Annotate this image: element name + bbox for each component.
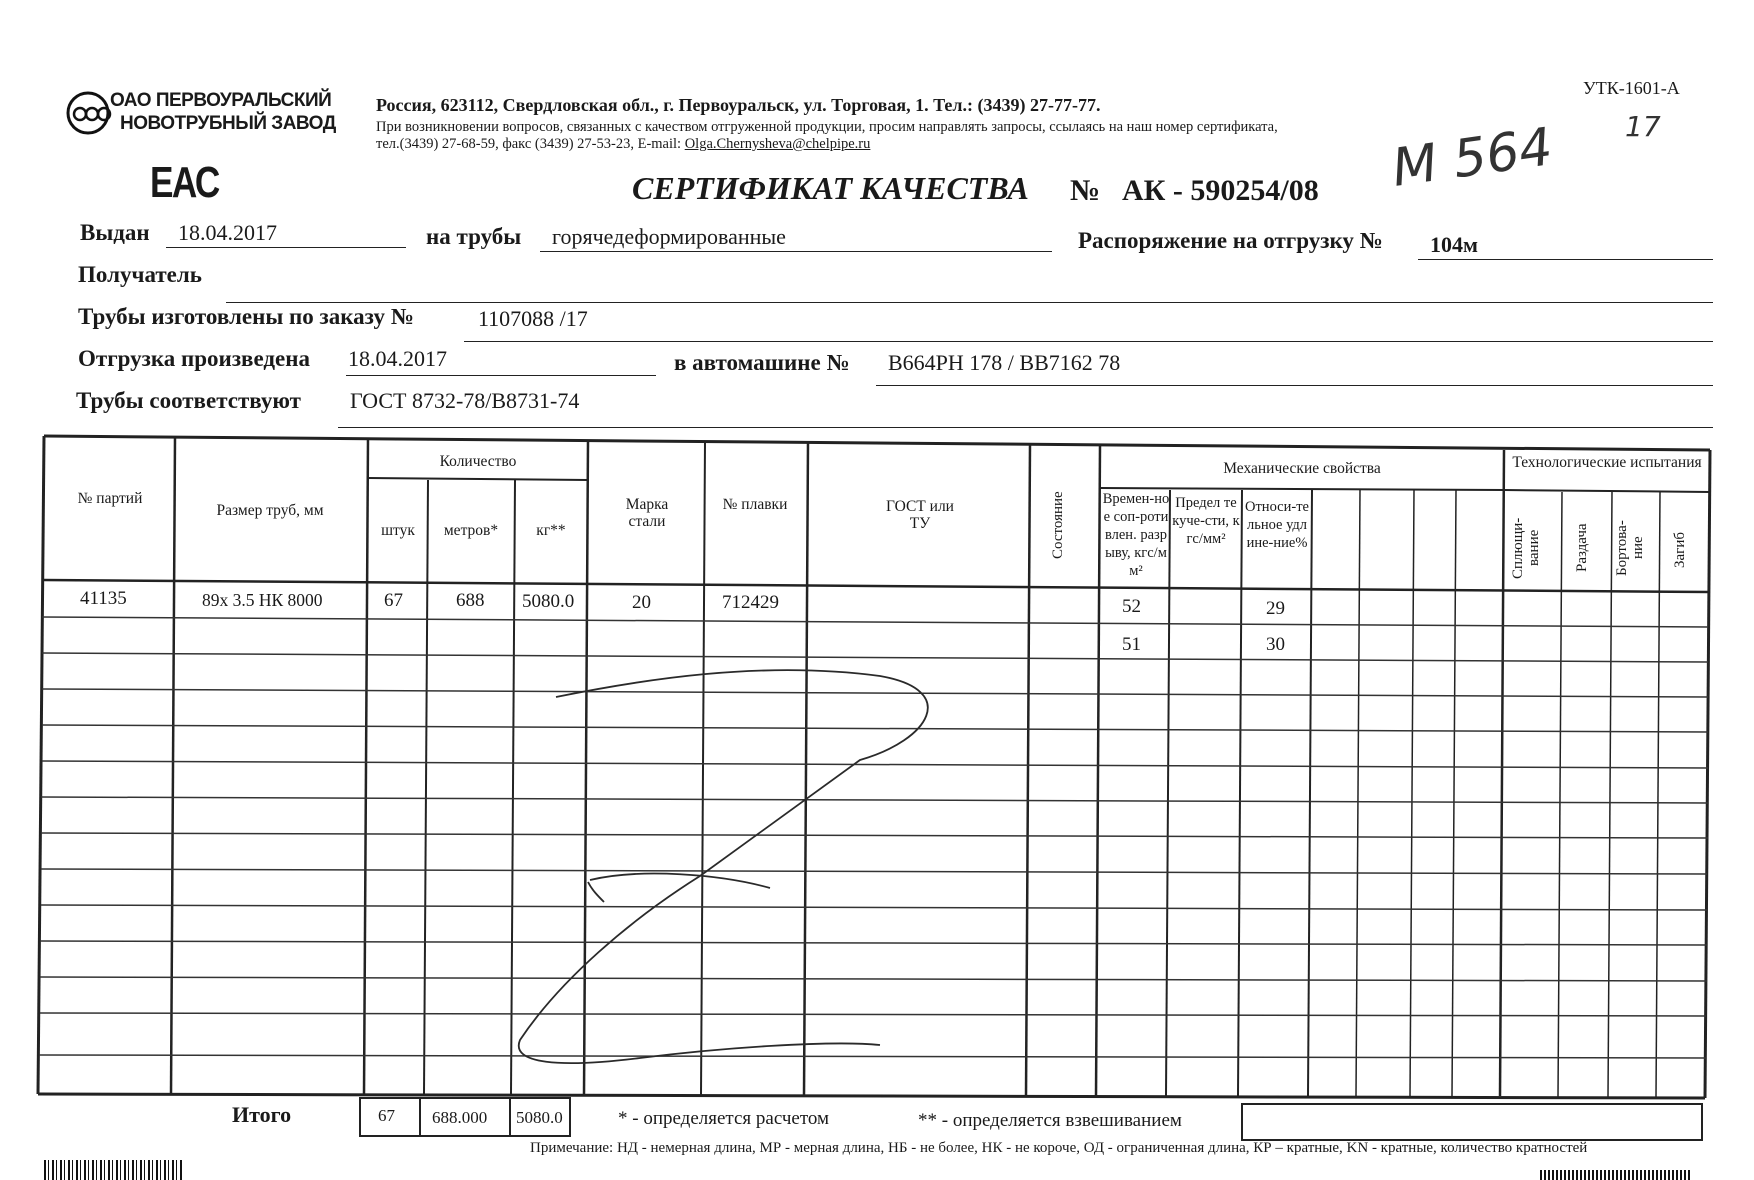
- conform-value: ГОСТ 8732-78/В8731-74: [338, 388, 1713, 428]
- note-calculated: * - определяется расчетом: [618, 1108, 830, 1129]
- header-heat: № плавки: [722, 496, 788, 513]
- recipient-label: Получатель: [78, 262, 202, 287]
- header-flat-cell: [1510, 510, 1554, 586]
- header-bend: Загиб: [1672, 532, 1688, 568]
- cell-heat: 712429: [722, 592, 779, 613]
- certificate-title: СЕРТИФИКАТ КАЧЕСТВА: [632, 170, 1029, 206]
- address-line2: При возникновении вопросов, связанных с качеством отгруженной продукции, просим направлять запросы, ссылаясь на наш номер сертификата,: [376, 119, 1278, 135]
- header-yield: Предел текуче-сти, кгс/мм²: [1172, 495, 1240, 547]
- header-tech: Технологические испытания: [1512, 454, 1702, 471]
- header-tensile: Времен-ное соп-ротивлен. разрыву, кгс/мм²: [1102, 491, 1170, 579]
- cell-elong-1: 29: [1266, 598, 1285, 619]
- pipes-label: на трубы: [426, 224, 522, 249]
- barcode-right: [1540, 1170, 1690, 1180]
- order-value: 104м: [1418, 232, 1713, 260]
- cell-steel: 20: [632, 592, 651, 613]
- header-gost: ГОСТ или ТУ: [886, 498, 954, 532]
- footnote: Примечание: НД - немерная длина, МР - мерная длина, НБ - не более, НК - не короче, ОД - ограниченная длина, КР – кратные, KN - кратные, количество кратностей: [530, 1140, 1588, 1156]
- form-code: УТК-1601-А: [1583, 78, 1680, 98]
- cell-tensile-1: 52: [1122, 596, 1141, 617]
- cell-pcs: 67: [384, 590, 403, 611]
- shipment-value: 18.04.2017: [346, 346, 656, 376]
- header-elongation: Относи-тельное удлине-ние%: [1245, 499, 1309, 551]
- totals-label: Итого: [232, 1102, 292, 1127]
- totals-kg: 5080.0: [516, 1108, 563, 1127]
- header-flanging: Бортова-ние: [1614, 520, 1646, 576]
- handwritten-superscript: 17: [1625, 110, 1661, 143]
- cell-kg: 5080.0: [522, 591, 575, 612]
- header-state-cell: [1050, 475, 1074, 575]
- company-name-line2: НОВОТРУБНЫЙ ЗАВОД: [120, 113, 336, 134]
- header-steel: Марка стали: [625, 496, 669, 530]
- header-size: Размер труб, мм: [216, 502, 324, 519]
- email-link[interactable]: Olga.Chernysheva@chelpipe.ru: [684, 136, 871, 152]
- header-state: Состояние: [1050, 491, 1066, 559]
- issued-label: Выдан: [80, 220, 150, 245]
- header-meters: метров*: [443, 522, 499, 539]
- header-flange-cell: [1614, 510, 1654, 586]
- cell-size: 89х 3.5 НК 8000: [202, 590, 323, 610]
- header-batch: № партий: [77, 490, 143, 507]
- contacts-text: тел.(3439) 27-68-59, факс (3439) 27-53-23, E-mail:: [376, 136, 685, 152]
- cell-batch: 41135: [80, 588, 127, 609]
- certificate-no-sign: №: [1070, 174, 1101, 207]
- note-weighed: ** - определяется взвешиванием: [918, 1110, 1182, 1131]
- header-pcs: штук: [381, 522, 415, 539]
- address-line1: Россия, 623112, Свердловская обл., г. Первоуральск, ул. Торговая, 1. Тел.: (3439) 27-77-77.: [376, 95, 1101, 115]
- cell-tensile-2: 51: [1122, 634, 1141, 655]
- cell-elong-2: 30: [1266, 634, 1285, 655]
- issued-value: 18.04.2017: [166, 220, 406, 248]
- totals-meters: 688.000: [432, 1108, 488, 1127]
- certificate-number: АК - 590254/08: [1122, 174, 1319, 207]
- header-expansion: Раздача: [1574, 523, 1590, 573]
- cell-meters: 688: [456, 590, 485, 611]
- header-quantity: Количество: [439, 453, 517, 470]
- truck-value: В664РН 178 / ВВ7162 78: [876, 350, 1713, 386]
- order-label: Распоряжение на отгрузку №: [1078, 228, 1383, 253]
- header-bend-cell: [1672, 520, 1696, 580]
- handwritten-note: М 564: [1388, 117, 1557, 199]
- header-mech: Механические свойства: [1223, 460, 1381, 477]
- pipes-value: горячедеформированные: [540, 224, 1052, 252]
- header-kg: кг**: [536, 522, 566, 539]
- truck-label: в автомашине №: [674, 350, 850, 375]
- company-name-line1: ОАО ПЕРВОУРАЛЬСКИЙ: [110, 90, 332, 111]
- header-expand-cell: [1574, 510, 1598, 586]
- totals-pcs: 67: [378, 1106, 395, 1125]
- shipment-label: Отгрузка произведена: [78, 346, 310, 371]
- header-flattening: Сплющи-вание: [1510, 517, 1542, 579]
- made-label: Трубы изготовлены по заказу №: [78, 304, 414, 329]
- barcode-left: [44, 1160, 184, 1180]
- conform-label: Трубы соответствуют: [76, 388, 301, 413]
- made-value: 1107088 /17: [464, 306, 1713, 342]
- eac-mark: ЕАС: [150, 158, 219, 207]
